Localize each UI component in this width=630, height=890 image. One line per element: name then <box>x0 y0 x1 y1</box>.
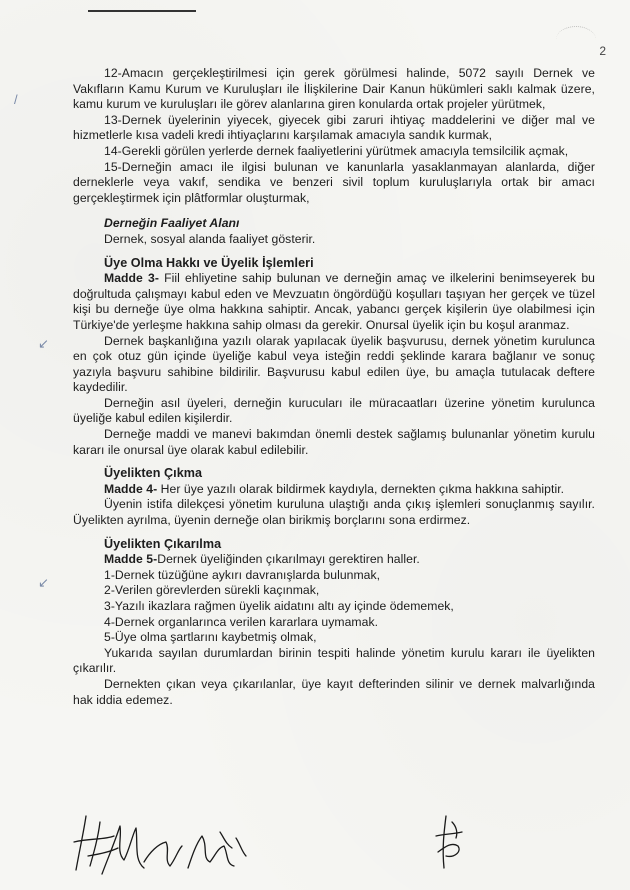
article-5-text <box>73 552 595 568</box>
purpose-item-12: 12-Amacın gerçekleştirilmesi için gerek görülmesi halinde, 5072 sayılı Dernek ve Vakıfların Kamu Kurum ve Kuruluşları ile İlişkilerine Dair Kanun hükümleri saklı kalmak üzere, kamu kurum ve kuruluşları ile görev alanlarına giren konularda ortak projeler yürütmek, <box>73 66 595 112</box>
article-3-body: Fiil ehliyetine sahip bulunan ve derneğin amaç ve ilkelerini benimseyerek bu doğrultuda çalışmayı kabul eden ve Mevzuatın öngördüğü koşulları taşıyan her gerçek ve tüzel kişi bu derneğe üye olma hakkına sahiptir. Ancak, yabancı gerçek kişilerin üye olabilmesi için Türkiye'de yerleşme hakkına sahip olması da gerekir. Onursal üyelik için bu koşul aranmaz. <box>73 271 595 332</box>
article-3-label: Madde 3- <box>104 271 159 286</box>
list-item: 4-Dernek organlarınca verilen kararlara uymamak. <box>104 614 379 629</box>
article-5-body: Dernek üyeliğinden çıkarılmayı gerektiren haller. <box>157 552 420 567</box>
purpose-item-13: 13-Dernek üyelerinin yiyecek, giyecek gibi zaruri ihtiyaç maddelerini ve diğer mal ve hizmetlerle kısa vadeli kredi ihtiyaçlarını karşılamak amacıyla sandık kurmak, <box>73 112 595 143</box>
section-heading-uyelik: Üye Olma Hakkı ve Üyelik İşlemleri <box>104 255 314 270</box>
article-3-text <box>73 271 595 333</box>
list-item: 1-Dernek tüzüğüne aykırı davranışlarda bulunmak, <box>104 567 381 582</box>
uyelik-paragraph-3: Derneğin asıl üyeleri, derneğin kurucuları ile müracaatları üzerine yönetim kurulunca üyeliğe kabul edilen kişilerdir. <box>73 395 595 426</box>
list-item: 2-Verilen görevlerden sürekli kaçınmak, <box>104 583 320 598</box>
handwritten-signature <box>428 812 468 872</box>
uyelik-paragraph-2: Dernek başkanlığına yazılı olarak yapılacak üyelik başvurusu, dernek yönetim kurulunca en çok otuz gün içinde üyeliğe kabul veya isteğin reddi şeklinde karara bağlanır ve sonuç yazıyla başvuru sahibine bildirilir. Başvurusu kabul edilen üye, bu amaçla tutulacak deftere kaydedilir. <box>73 333 595 395</box>
article-4-body: Her üye yazılı olarak bildirmek kaydıyla, dernekten çıkma hakkına sahiptir. <box>157 481 565 496</box>
section-heading-faaliyet: Derneğin Faaliyet Alanı <box>104 216 240 231</box>
list-item: 3-Yazılı ikazlara rağmen üyelik aidatını altı ay içinde ödememek, <box>104 599 454 613</box>
purpose-item-14: 14-Gerekli görülen yerlerde dernek faaliyetlerini yürütmek amacıyla temsilcilik açmak, <box>104 143 569 158</box>
cikarilma-paragraph-3: Dernekten çıkan veya çıkarılanlar, üye kayıt defterinden silinir ve dernek malvarlığında hak iddia edemez. <box>73 676 595 707</box>
cikma-paragraph-2: Üyenin istifa dilekçesi yönetim kuruluna ulaştığı anda çıkış işlemleri sonuçlanmış sayılır. Üyelikten ayrılma, üyenin derneğe olan birikmiş borçlarını sona erdirmez. <box>73 497 595 528</box>
signature-right <box>428 812 468 872</box>
margin-pen-mark: ↙ <box>38 575 49 590</box>
top-rule <box>88 10 196 12</box>
uyelik-paragraph-4: Derneğe maddi ve manevi bakımdan önemli destek sağlamış bulunanlar yönetim kurulu kararı ile onursal üye olarak kabul edilebilir. <box>73 427 595 457</box>
margin-pen-mark: / <box>14 92 18 107</box>
article-4-label: Madde 4- <box>104 481 158 496</box>
document-body <box>73 66 595 708</box>
article-4-text <box>73 482 595 498</box>
faaliyet-text: Dernek, sosyal alanda faaliyet gösterir. <box>104 231 316 246</box>
list-item: 5-Üye olma şartlarını kaybetmiş olmak, <box>104 630 317 645</box>
signature-group <box>70 808 270 880</box>
purpose-item-15: 15-Derneğin amacı ile ilgisi bulunan ve kanunlarla yasaklanmayan alanlarda, diğer derneklerle veya vakıf, sendika ve benzeri sivil toplum kuruluşlarıyla ortak bir amacı gerçekleştirmek için plâtformlar oluşturmak, <box>73 159 595 205</box>
handwritten-signatures <box>70 808 270 880</box>
margin-pen-mark: ↙ <box>38 336 49 351</box>
section-heading-cikma: Üyelikten Çıkma <box>104 466 203 481</box>
page-number: 2 <box>599 44 606 58</box>
section-heading-cikarilma: Üyelikten Çıkarılma <box>104 536 222 551</box>
cikarilma-paragraph-2: Yukarıda sayılan durumlardan birinin tespiti halinde yönetim kurulu kararı ile üyelikten çıkarılır. <box>73 645 595 676</box>
stamp-mark <box>556 26 596 53</box>
article-5-label: Madde 5- <box>104 552 158 567</box>
